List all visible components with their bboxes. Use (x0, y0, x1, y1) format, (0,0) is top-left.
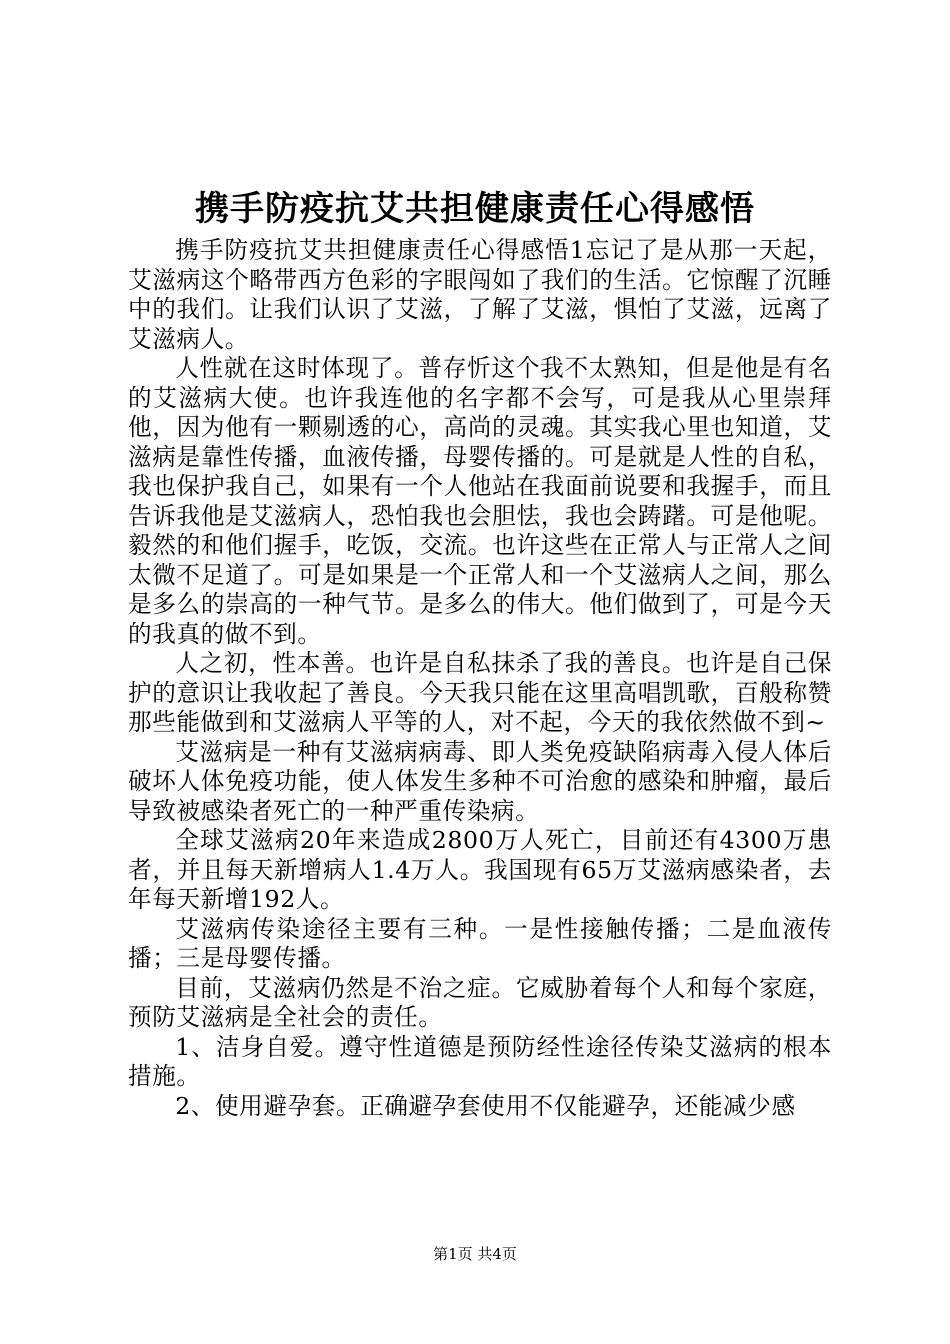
paragraph-2: 人性就在这时体现了。普存忻这个我不太熟知，但是他是有名的艾滋病大使。也许我连他的名字都不会写，可是我从心里崇拜他，因为他有一颗剔透的心，高尚的灵魂。其实我心里也知道，艾滋病是靠性传播，血液传播，母婴传播的。可是就是人性的自私，我也保护我自己，如果有一个人他站在我面前说要和我握手，而且告诉我他是艾滋病人，恐怕我也会胆怯，我也会踌躇。可是他呢。毅然的和他们握手，吃饭，交流。也许这些在正常人与正常人之间太微不足道了。可是如果是一个正常人和一个艾滋病人之间，那么是多么的崇高的一种气节。是多么的伟大。他们做到了，可是今天的我真的做不到。 (128, 354, 832, 648)
document-body (128, 236, 832, 1121)
paragraph-7: 目前，艾滋病仍然是不治之症。它威胁着每个人和每个家庭，预防艾滋病是全社会的责任。 (128, 973, 832, 1031)
paragraph-1: 携手防疫抗艾共担健康责任心得感悟1忘记了是从那一天起，艾滋病这个略带西方色彩的字眼闯如了我们的生活。它惊醒了沉睡中的我们。让我们认识了艾滋，了解了艾滋，惧怕了艾滋，远离了艾滋病人。 (128, 236, 832, 353)
paragraph-9: 2、使用避孕套。正确避孕套使用不仅能避孕，还能减少感 (175, 1091, 796, 1120)
document-title: 携手防疫抗艾共担健康责任心得感悟 (195, 189, 755, 229)
paragraph-3: 人之初，性本善。也许是自私抹杀了我的善良。也许是自己保护的意识让我收起了善良。今天我只能在这里高唱凯歌，百般称赞那些能做到和艾滋病人平等的人，对不起，今天的我依然做不到~ (128, 649, 832, 736)
paragraph-8: 1、洁身自爱。遵守性道德是预防经性途径传染艾滋病的根本措施。 (128, 1032, 832, 1090)
paragraph-4: 艾滋病是一种有艾滋病病毒、即人类免疫缺陷病毒入侵人体后破坏人体免疫功能，使人体发生多种不可治愈的感染和肿瘤，最后导致被感染者死亡的一种严重传染病。 (128, 737, 832, 825)
paragraph-6: 艾滋病传染途径主要有三种。一是性接触传播；二是血液传播；三是母婴传播。 (128, 914, 832, 972)
paragraph-5: 全球艾滋病20年来造成2800万人死亡，目前还有4300万患者，并且每天新增病人1.4万人。我国现有65万艾滋病感染者，去年每天新增192人。 (128, 826, 832, 913)
page-number-footer: 第1页 共4页 (433, 1245, 517, 1263)
